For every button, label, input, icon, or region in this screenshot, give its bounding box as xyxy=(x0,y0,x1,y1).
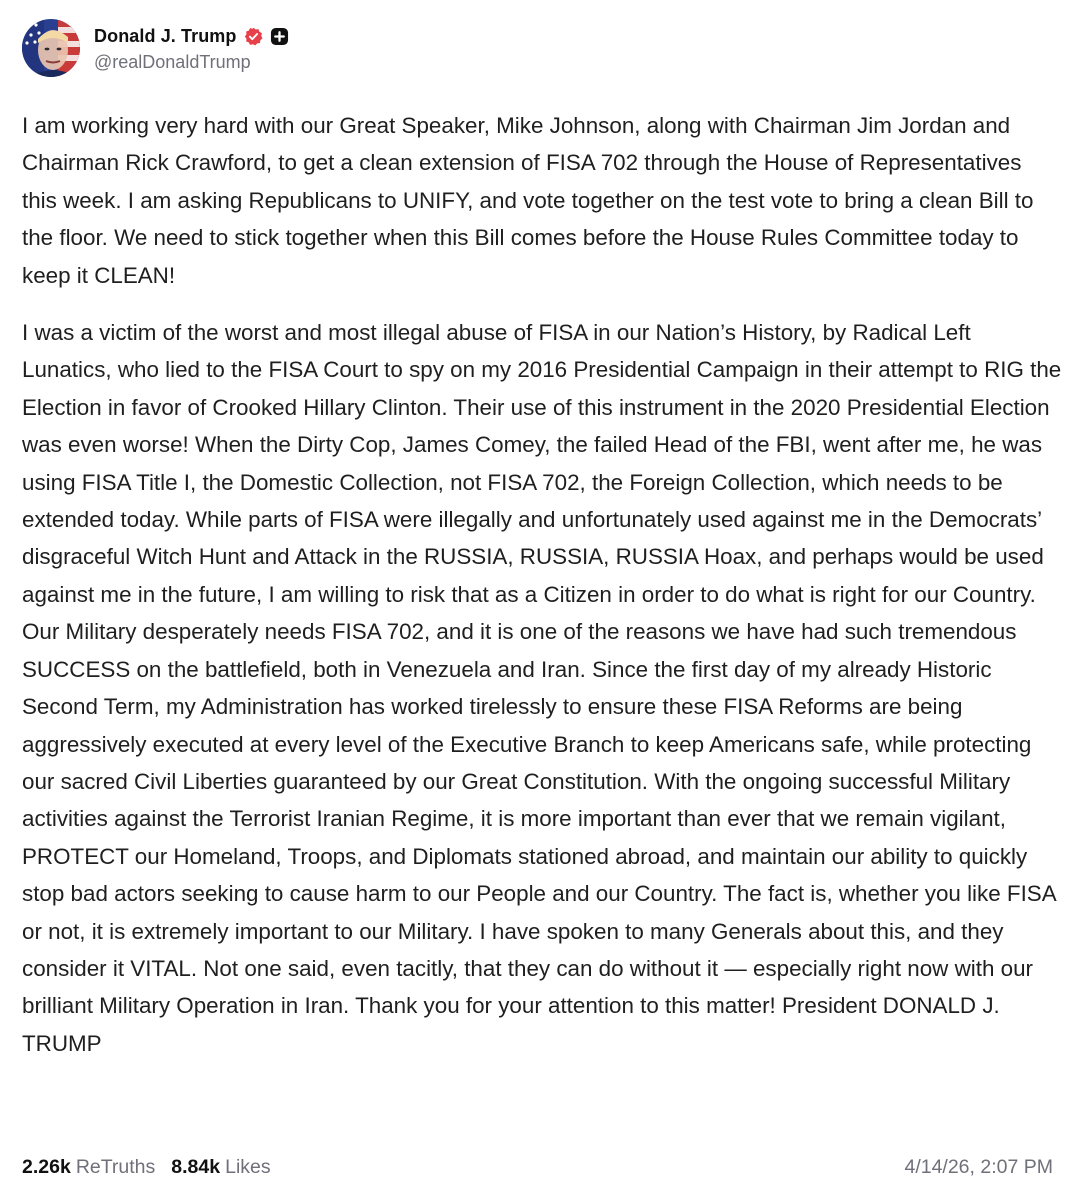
likes-label: Likes xyxy=(225,1155,271,1178)
avatar-image xyxy=(22,19,80,77)
verified-badge-icon xyxy=(244,27,263,46)
post-footer xyxy=(22,1152,1053,1182)
likes-stat[interactable] xyxy=(171,1156,270,1179)
plus-badge-icon xyxy=(270,27,289,46)
likes-count: 8.84k xyxy=(171,1155,221,1178)
author-identity xyxy=(94,24,289,73)
author-handle[interactable]: @realDonaldTrump xyxy=(94,51,251,72)
retruths-stat[interactable] xyxy=(22,1156,155,1179)
retruths-label: ReTruths xyxy=(75,1155,156,1178)
author-name-row xyxy=(94,24,289,50)
avatar[interactable] xyxy=(22,19,80,77)
post-header xyxy=(22,18,289,78)
post-content xyxy=(22,107,1062,1062)
post-timestamp[interactable]: 4/14/26, 2:07 PM xyxy=(904,1155,1053,1178)
author-display-name[interactable]: Donald J. Trump xyxy=(94,26,237,46)
post-paragraph: I am working very hard with our Great Speaker, Mike Johnson, along with Chairman Jim Jordan and Chairman Rick Crawford, to get a clean extension of FISA 702 through the House of Representatives this week. I am asking Republicans to UNIFY, and vote together on the test vote to bring a clean Bill to the floor. We need to stick together when this Bill comes before the House Rules Committee today to keep it CLEAN! xyxy=(22,113,1034,288)
post-paragraph: I was a victim of the worst and most illegal abuse of FISA in our Nation’s History, by Radical Left Lunatics, who lied to the FISA Court to spy on my 2016 Presidential Campaign in their attempt to RIG the Election in favor of Crooked Hillary Clinton. Their use of this instrument in the 2020 Presidential Election was even worse! When the Dirty Cop, James Comey, the failed Head of the FBI, went after me, he was using FISA Title I, the Domestic Collection, not FISA 702, the Foreign Collection, which needs to be extended today. While parts of FISA were illegally and unfortunately used against me in the Democrats’ disgraceful Witch Hunt and Attack in the RUSSIA, RUSSIA, RUSSIA Hoax, and perhaps would be used against me in the future, I am willing to risk that as a Citizen in order to do what is right for our Country. Our Military desperately needs FISA 702, and it is one of the reasons we have had such tremendous SUCCESS on the battlefield, both in Venezuela and Iran. Since the first day of my already Historic Second Term, my Administration has worked tirelessly to ensure these FISA Reforms are being aggressively executed at every level of the Executive Branch to keep Americans safe, while protecting our sacred Civil Liberties guaranteed by our Great Constitution. With the ongoing successful Military activities against the Terrorist Iranian Regime, it is more important than ever that we remain vigilant, PROTECT our Homeland, Troops, and Diplomats stationed abroad, and maintain our ability to quickly stop bad actors seeking to cause harm to our People and our Country. The fact is, whether you like FISA or not, it is extremely important to our Military. I have spoken to many Generals about this, and they consider it VITAL. Not one said, even tacitly, that they can do without it — especially right now with our brilliant Military Operation in Iran. Thank you for your attention to this matter! President DONALD J. TRUMP xyxy=(22,320,1062,1056)
retruths-count: 2.26k xyxy=(22,1155,71,1178)
